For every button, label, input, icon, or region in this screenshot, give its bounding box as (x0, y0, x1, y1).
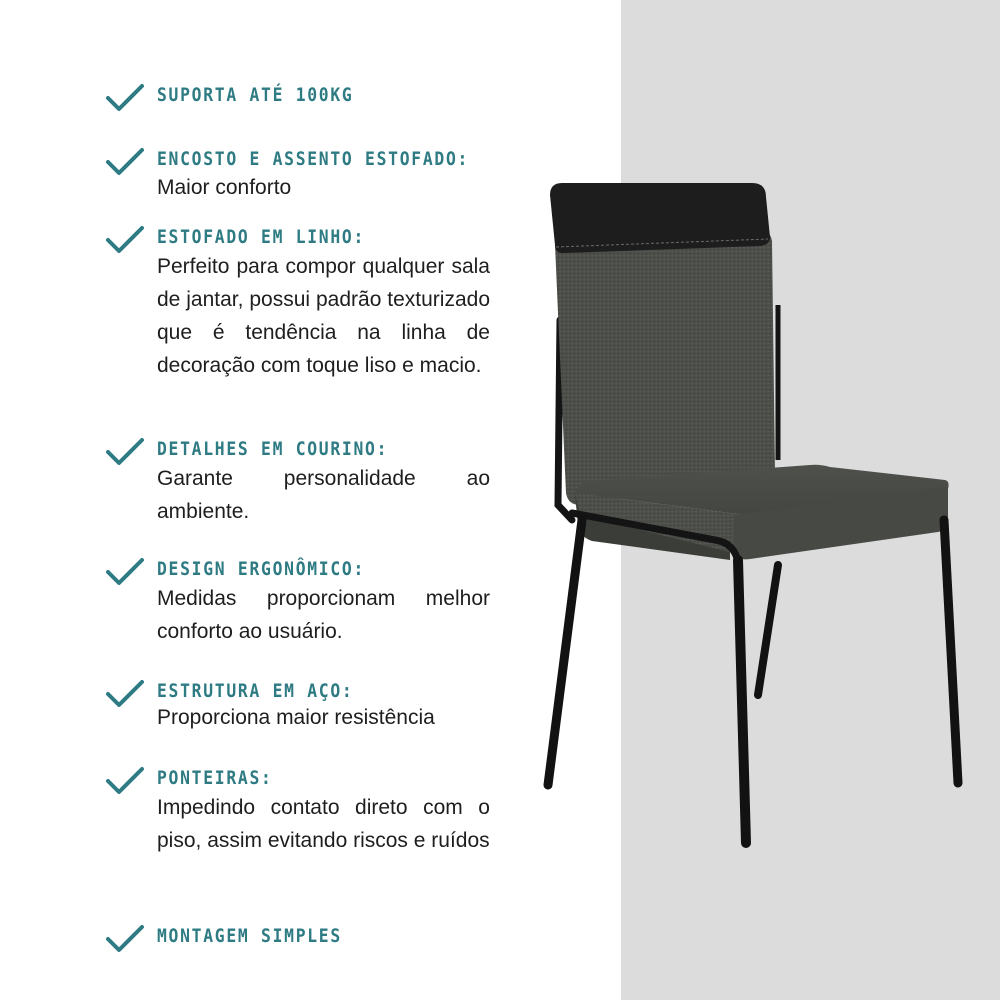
feature-description: Medidas proporcionam melhor conforto ao usuário. (157, 587, 490, 643)
feature-description: Garante personalidade ao ambiente. (157, 467, 490, 523)
chair-image (520, 175, 970, 855)
feature-description: Maior conforto (157, 176, 292, 199)
feature-title: ENCOSTO E ASSENTO ESTOFADO: (157, 148, 470, 170)
check-icon (105, 679, 145, 709)
check-icon (105, 557, 145, 587)
feature-description: Proporciona maior resistência (157, 706, 435, 729)
feature-title: PONTEIRAS: (157, 767, 273, 789)
feature-title: MONTAGEM SIMPLES (157, 925, 342, 947)
check-icon (105, 437, 145, 467)
check-icon (105, 147, 145, 177)
check-icon (105, 924, 145, 954)
feature-description: Impedindo contato direto com o piso, assim evitando riscos e ruídos (157, 796, 490, 852)
feature-title: ESTRUTURA EM AÇO: (157, 680, 354, 702)
feature-title: DETALHES EM COURINO: (157, 438, 389, 460)
feature-title: ESTOFADO EM LINHO: (157, 226, 366, 248)
feature-title: SUPORTA ATÉ 100KG (157, 84, 354, 106)
check-icon (105, 225, 145, 255)
feature-description: Perfeito para compor qualquer sala de jantar, possui padrão texturizado que é tendência na linha de decoração com toque liso e macio. (157, 255, 490, 377)
check-icon (105, 766, 145, 796)
feature-title: DESIGN ERGONÔMICO: (157, 558, 366, 580)
check-icon (105, 83, 145, 113)
